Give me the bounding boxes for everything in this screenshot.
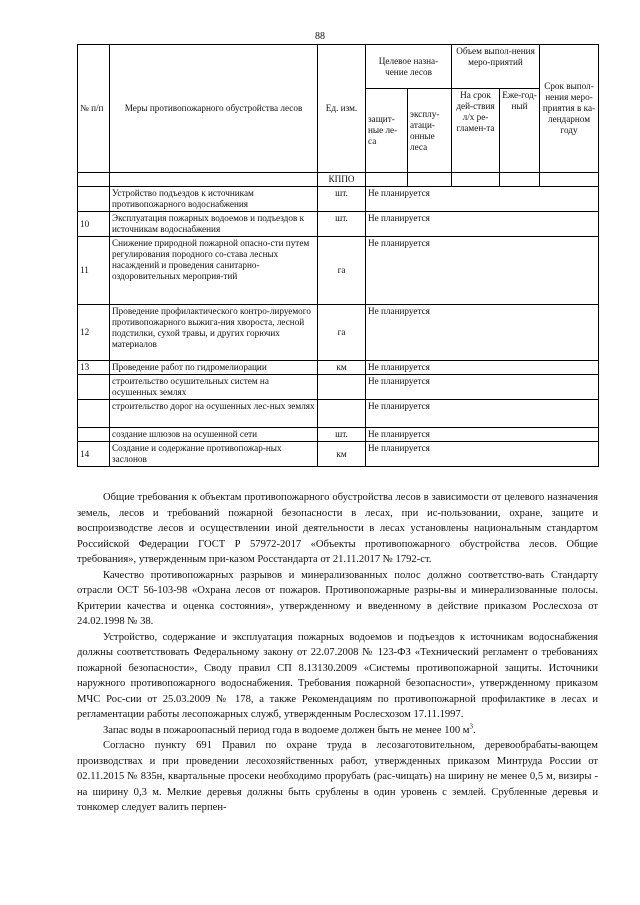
header-target: Целевое назна-чение лесов (366, 45, 452, 89)
header-unit: Ед. изм. (318, 45, 366, 173)
status-cell: Не планируется (366, 428, 599, 442)
measure-cell: Эксплуатация пожарных водоемов и подъездов к источникам водоснабжения (110, 212, 318, 237)
table-row: 11 Снижение природной пожарной опасно-сти путем регулирования породного со-става лесных насаждений и проведения санитарно-оздоровительных мероприя-тий га Не планируется (78, 237, 599, 305)
header-measures: Меры противопожарного обустройства лесов (110, 45, 318, 173)
fire-protection-table (77, 44, 599, 467)
page-number: 88 (315, 31, 325, 42)
status-cell: Не планируется (366, 442, 599, 467)
unit-cell: км (318, 361, 366, 375)
table-row (78, 428, 599, 442)
status-cell: Не планируется (366, 375, 599, 400)
paragraph: Общие требования к объектам противопожарного обустройства лесов в зависимости от целевого назначения земель, лесов и требований пожарной безопасности в лесах, при ис-пользовании, охране, защите и воспроизводстве лесов и осуществлении иной деятельности в лесах установлены национальным стандартом Российской Федерации ГОСТ Р 57972-2017 «Объекты противопожарного обустройства лесов. Общие требования», утвержденным при-казом Росстандарта от 21.11.2017 № 1792-ст. (77, 492, 598, 565)
measure-cell: Проведение работ по гидромелиорации (110, 361, 318, 375)
table-row (78, 400, 599, 428)
unit-cell: шт. (318, 187, 366, 212)
table-row: 14 Создание и содержание противопожар-ных заслонов км Не планируется (78, 442, 599, 467)
table-row: 12 Проведение профилактического контро-лируемого противопожарного выжига-ния хвороста, лесной подстилки, сухой травы, и других горючих материалов га Не планируется (78, 305, 599, 361)
measure-cell: строительство дорог на осушенных лес-ных землях (110, 400, 318, 428)
section-label: КППО (318, 173, 366, 187)
status-cell: Не планируется (366, 212, 599, 237)
measure-cell: Проведение профилактического контро-лируемого противопожарного выжига-ния хвороста, лесной подстилки, сухой травы, и других горючих материалов (110, 305, 318, 361)
paragraph: Запас воды в пожароопасный период года в водоеме должен быть не менее 100 $м^3$. (103, 721, 476, 736)
table-row (78, 187, 599, 212)
header-annual: Еже-год-ный (500, 89, 540, 173)
status-cell: Не планируется (366, 305, 599, 361)
measure-cell: Создание и содержание противопожар-ных заслонов (110, 442, 318, 467)
unit-cell (318, 400, 366, 428)
table-row: 13 Проведение работ по гидромелиорации км Не планируется (78, 361, 599, 375)
unit-cell (318, 375, 366, 400)
header-deadline: Срок выпол-нения меро-приятия в ка-лендарном году (540, 45, 599, 173)
unit-cell: га (318, 305, 366, 361)
table-row: 10 Эксплуатация пожарных водоемов и подъездов к источникам водоснабжения шт. Не планируется (78, 212, 599, 237)
header-volume: Объем выпол-нения меро-приятий (452, 45, 540, 89)
measure-cell: строительство осушительных систем на осушенных землях (110, 375, 318, 400)
cubic-superscript: 3 (469, 721, 473, 730)
unit-cell: шт. (318, 212, 366, 237)
header-exploitation: эксплу-атаци-онные леса (408, 89, 452, 173)
measure-cell: создание шлюзов на осушенной сети (110, 428, 318, 442)
status-cell: Не планируется (366, 237, 599, 305)
header-protective: защит-ные ле-са (366, 89, 408, 173)
unit-cell: шт. (318, 428, 366, 442)
header-num: № п/п (78, 45, 110, 173)
paragraph: Устройство, содержание и эксплуатация пожарных водоемов и подъездов к источникам водоснабжения должны соответствовать Федеральному закону от 22.07.2008 № 123-ФЗ «Технический регламент о требованиях пожарной безопасности», Своду правил СП 8.13130.2009 «Системы противопожарной защиты. Источники наружного противопожарного водоснабжения. Требования пожарной безопасности», утвержденному приказом МЧС Рос-сии от 25.03.2009 № 178, а также Рекомендациям по противопожарной профилактике в лесах и регламентации работы лесопожарных служб, утвержденным Рослесхозом 17.11.1997. (77, 631, 598, 720)
measure-cell: Устройство подъездов к источникам противопожарного водоснабжения (110, 187, 318, 212)
body-text (77, 490, 598, 816)
status-cell: Не планируется (366, 187, 599, 212)
header-regulation-period: На срок дей-ствия л/х ре-гламен-та (452, 89, 500, 173)
status-cell: Не планируется (366, 361, 599, 375)
status-cell: Не планируется (366, 400, 599, 428)
paragraph: Согласно пункту 691 Правил по охране труда в лесозаготовительном, деревообрабаты-вающем производствах и при проведении лесохозяйственных работ, утвержденных приказом Минтруда России от 02.11.2015 № 835н, квартальные просеки необходимо прорубать (рас-чищать) на ширину не менее 0,5 м, визиры - на ширину 0,3 м. Мелкие деревья должны быть срублены в один уровень с землей. Срубленные деревья и тонкомер следует валить перпен- (77, 740, 598, 813)
unit-cell: км (318, 442, 366, 467)
measure-cell: Снижение природной пожарной опасно-сти путем регулирования породного со-става лесных насаждений и проведения санитарно-оздоровительных мероприя-тий (110, 237, 318, 305)
table-row (78, 375, 599, 400)
unit-cell: га (318, 237, 366, 305)
paragraph: Качество противопожарных разрывов и минерализованных полос должно соответство-вать Стандарту отрасли ОСТ 56-103-98 «Охрана лесов от пожаров. Противопожарные разры-вы и минерализованные полосы. Критерии качества и оценка состояния», утвержденному и введенному в действие приказом Рослесхоза от 24.02.1998 № 38. (77, 569, 598, 627)
